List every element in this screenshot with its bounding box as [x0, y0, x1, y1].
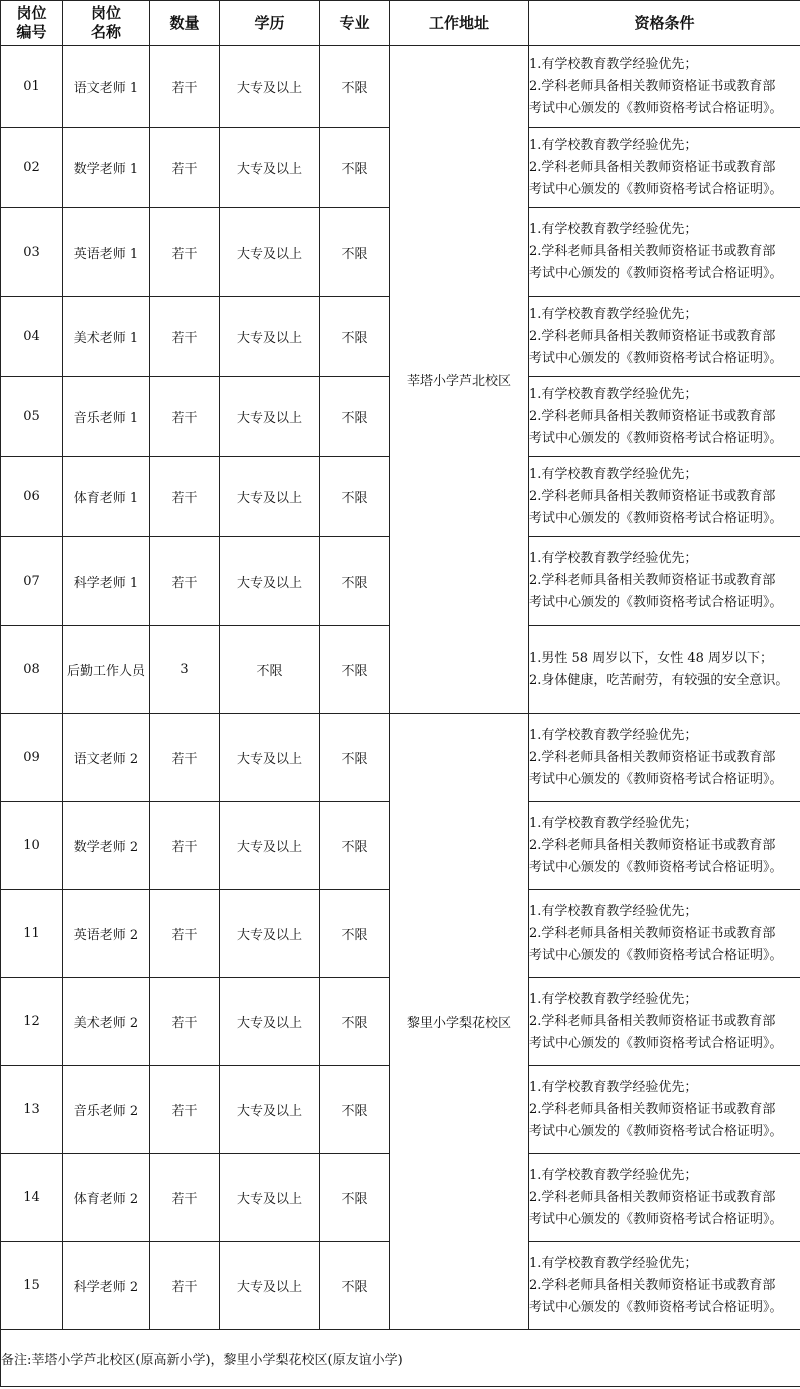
- job-count: 若干: [150, 890, 220, 978]
- job-code: 03: [1, 208, 63, 297]
- requirement-line: 1.有学校教育教学经验优先；: [529, 903, 698, 919]
- requirement-line: 考试中心颁发的《教师资格考试合格证明》。: [529, 859, 783, 875]
- job-count: 若干: [150, 802, 220, 890]
- job-requirements: [529, 128, 800, 208]
- job-requirements: [529, 208, 800, 297]
- job-requirements: [529, 457, 800, 537]
- requirement-line: 1.有学校教育教学经验优先；: [529, 815, 698, 831]
- job-education: 大专及以上: [220, 128, 320, 208]
- job-requirements: [529, 1154, 800, 1242]
- requirement-line: 考试中心颁发的《教师资格考试合格证明》。: [529, 1035, 783, 1051]
- job-education: 大专及以上: [220, 1154, 320, 1242]
- requirement-line: 2.学科老师具备相关教师资格证书或教育部: [529, 78, 776, 94]
- job-education: 大专及以上: [220, 1242, 320, 1330]
- job-count: 3: [150, 626, 220, 714]
- requirement-line: 考试中心颁发的《教师资格考试合格证明》。: [529, 100, 783, 116]
- job-code: 10: [1, 802, 63, 890]
- job-major: 不限: [320, 537, 390, 626]
- header-major: 专业: [320, 1, 390, 46]
- requirement-line: 考试中心颁发的《教师资格考试合格证明》。: [529, 771, 783, 787]
- job-education: 大专及以上: [220, 46, 320, 128]
- job-education: 大专及以上: [220, 377, 320, 457]
- job-requirements: [529, 714, 800, 802]
- job-requirements: [529, 377, 800, 457]
- job-code: 11: [1, 890, 63, 978]
- job-name: 语文老师 1: [63, 46, 150, 128]
- requirement-line: 1.有学校教育教学经验优先；: [529, 137, 698, 153]
- job-education: 不限: [220, 626, 320, 714]
- requirement-line: 考试中心颁发的《教师资格考试合格证明》。: [529, 430, 783, 446]
- job-major: 不限: [320, 1242, 390, 1330]
- job-name: 科学老师 1: [63, 537, 150, 626]
- job-code: 06: [1, 457, 63, 537]
- requirement-line: 2.身体健康，吃苦耐劳，有较强的安全意识。: [529, 672, 789, 688]
- job-code: 07: [1, 537, 63, 626]
- note-text: 备注:莘塔小学芦北校区(原高新小学)，黎里小学梨花校区(原友谊小学): [1, 1330, 800, 1387]
- job-code: 08: [1, 626, 63, 714]
- job-count: 若干: [150, 978, 220, 1066]
- job-code: 15: [1, 1242, 63, 1330]
- job-location: 莘塔小学芦北校区: [390, 46, 529, 714]
- job-count: 若干: [150, 537, 220, 626]
- job-count: 若干: [150, 377, 220, 457]
- job-count: 若干: [150, 714, 220, 802]
- job-count: 若干: [150, 297, 220, 377]
- job-major: 不限: [320, 128, 390, 208]
- table-row: [1, 714, 800, 802]
- header-name: 岗位 名称: [63, 1, 150, 46]
- job-requirements: [529, 978, 800, 1066]
- requirement-line: 考试中心颁发的《教师资格考试合格证明》。: [529, 1211, 783, 1227]
- job-name: 音乐老师 2: [63, 1066, 150, 1154]
- job-name: 数学老师 1: [63, 128, 150, 208]
- requirement-line: 1.有学校教育教学经验优先；: [529, 386, 698, 402]
- requirement-line: 1.有学校教育教学经验优先；: [529, 1079, 698, 1095]
- job-major: 不限: [320, 1066, 390, 1154]
- requirement-line: 1.男性 58 周岁以下，女性 48 周岁以下；: [529, 650, 774, 666]
- job-code: 01: [1, 46, 63, 128]
- job-major: 不限: [320, 714, 390, 802]
- job-name: 音乐老师 1: [63, 377, 150, 457]
- job-name: 体育老师 2: [63, 1154, 150, 1242]
- job-name: 英语老师 2: [63, 890, 150, 978]
- requirement-line: 2.学科老师具备相关教师资格证书或教育部: [529, 1277, 776, 1293]
- requirement-line: 考试中心颁发的《教师资格考试合格证明》。: [529, 1299, 783, 1315]
- header-code: 岗位 编号: [1, 1, 63, 46]
- job-count: 若干: [150, 1242, 220, 1330]
- requirement-line: 1.有学校教育教学经验优先；: [529, 466, 698, 482]
- job-name: 英语老师 1: [63, 208, 150, 297]
- job-education: 大专及以上: [220, 1066, 320, 1154]
- job-requirements: [529, 297, 800, 377]
- requirement-line: 1.有学校教育教学经验优先；: [529, 991, 698, 1007]
- job-major: 不限: [320, 457, 390, 537]
- job-name: 科学老师 2: [63, 1242, 150, 1330]
- job-location: 黎里小学梨花校区: [390, 714, 529, 1330]
- job-education: 大专及以上: [220, 208, 320, 297]
- requirement-line: 1.有学校教育教学经验优先；: [529, 1255, 698, 1271]
- job-major: 不限: [320, 802, 390, 890]
- job-code: 05: [1, 377, 63, 457]
- job-education: 大专及以上: [220, 802, 320, 890]
- requirement-line: 考试中心颁发的《教师资格考试合格证明》。: [529, 1123, 783, 1139]
- requirement-line: 2.学科老师具备相关教师资格证书或教育部: [529, 1101, 776, 1117]
- job-major: 不限: [320, 208, 390, 297]
- job-requirements: [529, 802, 800, 890]
- requirement-line: 考试中心颁发的《教师资格考试合格证明》。: [529, 947, 783, 963]
- job-requirements: [529, 46, 800, 128]
- job-major: 不限: [320, 1154, 390, 1242]
- job-requirements: [529, 890, 800, 978]
- table-row: [1, 46, 800, 128]
- requirement-line: 2.学科老师具备相关教师资格证书或教育部: [529, 837, 776, 853]
- header-row: [1, 1, 800, 46]
- job-count: 若干: [150, 1154, 220, 1242]
- job-code: 02: [1, 128, 63, 208]
- note-row: [1, 1330, 800, 1387]
- job-name: 语文老师 2: [63, 714, 150, 802]
- header-location: 工作地址: [390, 1, 529, 46]
- requirement-line: 考试中心颁发的《教师资格考试合格证明》。: [529, 595, 783, 610]
- job-requirements: [529, 1242, 800, 1330]
- requirement-line: 2.学科老师具备相关教师资格证书或教育部: [529, 925, 776, 941]
- requirement-line: 考试中心颁发的《教师资格考试合格证明》。: [529, 510, 783, 526]
- requirement-line: 1.有学校教育教学经验优先；: [529, 306, 698, 322]
- requirement-line: 2.学科老师具备相关教师资格证书或教育部: [529, 573, 776, 588]
- requirement-line: 考试中心颁发的《教师资格考试合格证明》。: [529, 181, 783, 197]
- job-count: 若干: [150, 457, 220, 537]
- job-name: 后勤工作人员: [63, 626, 150, 714]
- requirement-line: 1.有学校教育教学经验优先；: [529, 1167, 698, 1183]
- job-name: 体育老师 1: [63, 457, 150, 537]
- job-code: 09: [1, 714, 63, 802]
- job-code: 04: [1, 297, 63, 377]
- requirement-line: 2.学科老师具备相关教师资格证书或教育部: [529, 749, 776, 765]
- job-education: 大专及以上: [220, 978, 320, 1066]
- requirement-line: 1.有学校教育教学经验优先；: [529, 222, 698, 237]
- job-count: 若干: [150, 46, 220, 128]
- requirement-line: 考试中心颁发的《教师资格考试合格证明》。: [529, 350, 783, 366]
- requirement-line: 2.学科老师具备相关教师资格证书或教育部: [529, 328, 776, 344]
- job-count: 若干: [150, 1066, 220, 1154]
- job-count: 若干: [150, 208, 220, 297]
- job-major: 不限: [320, 890, 390, 978]
- job-major: 不限: [320, 297, 390, 377]
- requirement-line: 1.有学校教育教学经验优先；: [529, 727, 698, 743]
- job-major: 不限: [320, 626, 390, 714]
- requirement-line: 2.学科老师具备相关教师资格证书或教育部: [529, 1189, 776, 1205]
- job-name: 美术老师 2: [63, 978, 150, 1066]
- job-count: 若干: [150, 128, 220, 208]
- job-name: 美术老师 1: [63, 297, 150, 377]
- job-requirements: [529, 537, 800, 626]
- job-code: 12: [1, 978, 63, 1066]
- job-requirements: [529, 626, 800, 714]
- job-major: 不限: [320, 978, 390, 1066]
- table-body: [1, 46, 800, 1330]
- job-code: 13: [1, 1066, 63, 1154]
- requirement-line: 1.有学校教育教学经验优先；: [529, 56, 698, 72]
- job-education: 大专及以上: [220, 890, 320, 978]
- header-requirements: 资格条件: [529, 1, 800, 46]
- job-name: 数学老师 2: [63, 802, 150, 890]
- job-education: 大专及以上: [220, 457, 320, 537]
- job-education: 大专及以上: [220, 714, 320, 802]
- requirement-line: 2.学科老师具备相关教师资格证书或教育部: [529, 1013, 776, 1029]
- requirement-line: 2.学科老师具备相关教师资格证书或教育部: [529, 488, 776, 504]
- job-major: 不限: [320, 377, 390, 457]
- job-requirements: [529, 1066, 800, 1154]
- job-major: 不限: [320, 46, 390, 128]
- job-education: 大专及以上: [220, 297, 320, 377]
- header-count: 数量: [150, 1, 220, 46]
- job-code: 14: [1, 1154, 63, 1242]
- header-education: 学历: [220, 1, 320, 46]
- requirement-line: 2.学科老师具备相关教师资格证书或教育部: [529, 159, 776, 175]
- requirement-line: 考试中心颁发的《教师资格考试合格证明》。: [529, 266, 783, 281]
- job-education: 大专及以上: [220, 537, 320, 626]
- requirement-line: 1.有学校教育教学经验优先；: [529, 551, 698, 566]
- requirement-line: 2.学科老师具备相关教师资格证书或教育部: [529, 408, 776, 424]
- requirement-line: 2.学科老师具备相关教师资格证书或教育部: [529, 244, 776, 259]
